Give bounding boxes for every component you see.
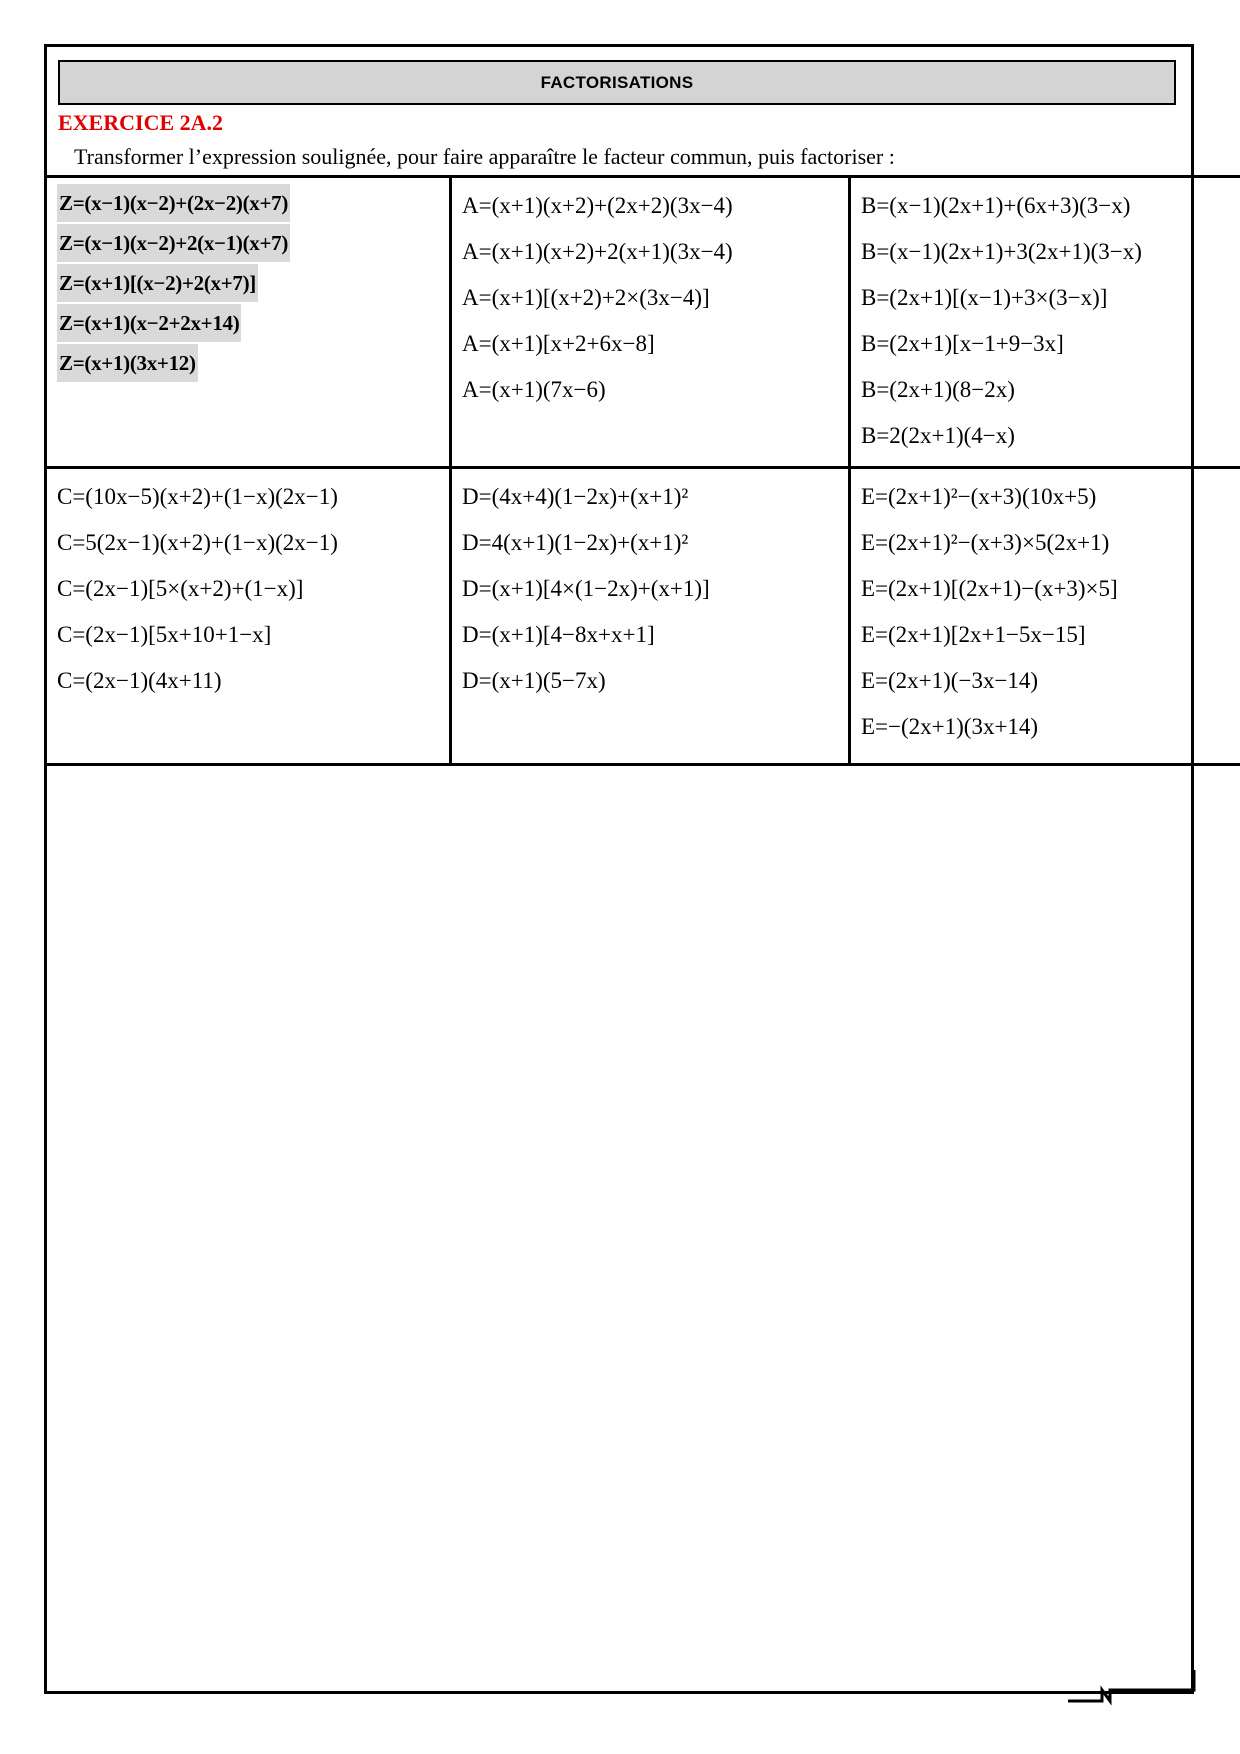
a-line: A=(x+1)(7x−6)	[462, 377, 606, 402]
cell-a	[451, 177, 850, 468]
b-line: B=(x−1)(2x+1)+3(2x+1)(3−x)	[861, 239, 1142, 264]
grid-row-2	[46, 468, 1240, 765]
exercise-title: EXERCICE 2A.2	[58, 110, 224, 135]
c-line: C=5(2x−1)(x+2)+(1−x)(2x−1)	[57, 530, 338, 555]
b-line: B=(2x+1)[(x−1)+3×(3−x)]	[861, 285, 1108, 310]
a-line: A=(x+1)(x+2)+(2x+2)(3x−4)	[462, 193, 733, 218]
z-line: Z=(x+1)(3x+12)	[57, 344, 441, 384]
e-line: E=−(2x+1)(3x+14)	[861, 714, 1039, 739]
e-line: E=(2x+1)²−(x+3)×5(2x+1)	[861, 530, 1110, 555]
z-line: Z=(x−1)(x−2)+2(x−1)(x+7)	[57, 224, 441, 264]
cell-c	[46, 468, 451, 765]
e-line: E=(2x+1)[2x+1−5x−15]	[861, 622, 1086, 647]
cell-b	[850, 177, 1240, 468]
cell-e	[850, 468, 1240, 765]
cell-d	[451, 468, 850, 765]
factorisation-grid	[44, 175, 1240, 766]
e-line: E=(2x+1)²−(x+3)(10x+5)	[861, 484, 1097, 509]
c-line: C=(2x−1)[5x+10+1−x]	[57, 622, 272, 647]
z-line: Z=(x+1)(x−2+2x+14)	[57, 304, 441, 344]
b-line: B=2(2x+1)(4−x)	[861, 423, 1015, 448]
a-line: A=(x+1)[(x+2)+2×(3x−4)]	[462, 285, 710, 310]
d-line: D=(x+1)(5−7x)	[462, 668, 606, 693]
e-line: E=(2x+1)(−3x−14)	[861, 668, 1039, 693]
d-line: D=(x+1)[4×(1−2x)+(x+1)]	[462, 576, 710, 601]
corner-mark-icon	[1068, 1670, 1208, 1710]
a-line: A=(x+1)[x+2+6x−8]	[462, 331, 655, 356]
z-line: Z=(x−1)(x−2)+(2x−2)(x+7)	[57, 184, 441, 224]
c-line: C=(2x−1)[5×(x+2)+(1−x)]	[57, 576, 304, 601]
e-line: E=(2x+1)[(2x+1)−(x+3)×5]	[861, 576, 1118, 601]
d-line: D=(4x+4)(1−2x)+(x+1)²	[462, 484, 689, 509]
exercise-instruction: Transformer l’expression soulignée, pour faire apparaître le facteur commun, puis factoriser :	[74, 144, 895, 169]
grid-row-1	[46, 177, 1240, 468]
section-title-bar	[58, 60, 1176, 105]
d-line: D=4(x+1)(1−2x)+(x+1)²	[462, 530, 689, 555]
c-line: C=(10x−5)(x+2)+(1−x)(2x−1)	[57, 484, 338, 509]
b-line: B=(x−1)(2x+1)+(6x+3)(3−x)	[861, 193, 1131, 218]
a-line: A=(x+1)(x+2)+2(x+1)(3x−4)	[462, 239, 733, 264]
section-title: FACTORISATIONS	[540, 72, 694, 92]
b-line: B=(2x+1)(8−2x)	[861, 377, 1015, 402]
cell-z	[46, 177, 451, 468]
c-line: C=(2x−1)(4x+11)	[57, 668, 222, 693]
b-line: B=(2x+1)[x−1+9−3x]	[861, 331, 1064, 356]
z-line: Z=(x+1)[(x−2)+2(x+7)]	[57, 264, 441, 304]
d-line: D=(x+1)[4−8x+x+1]	[462, 622, 655, 647]
